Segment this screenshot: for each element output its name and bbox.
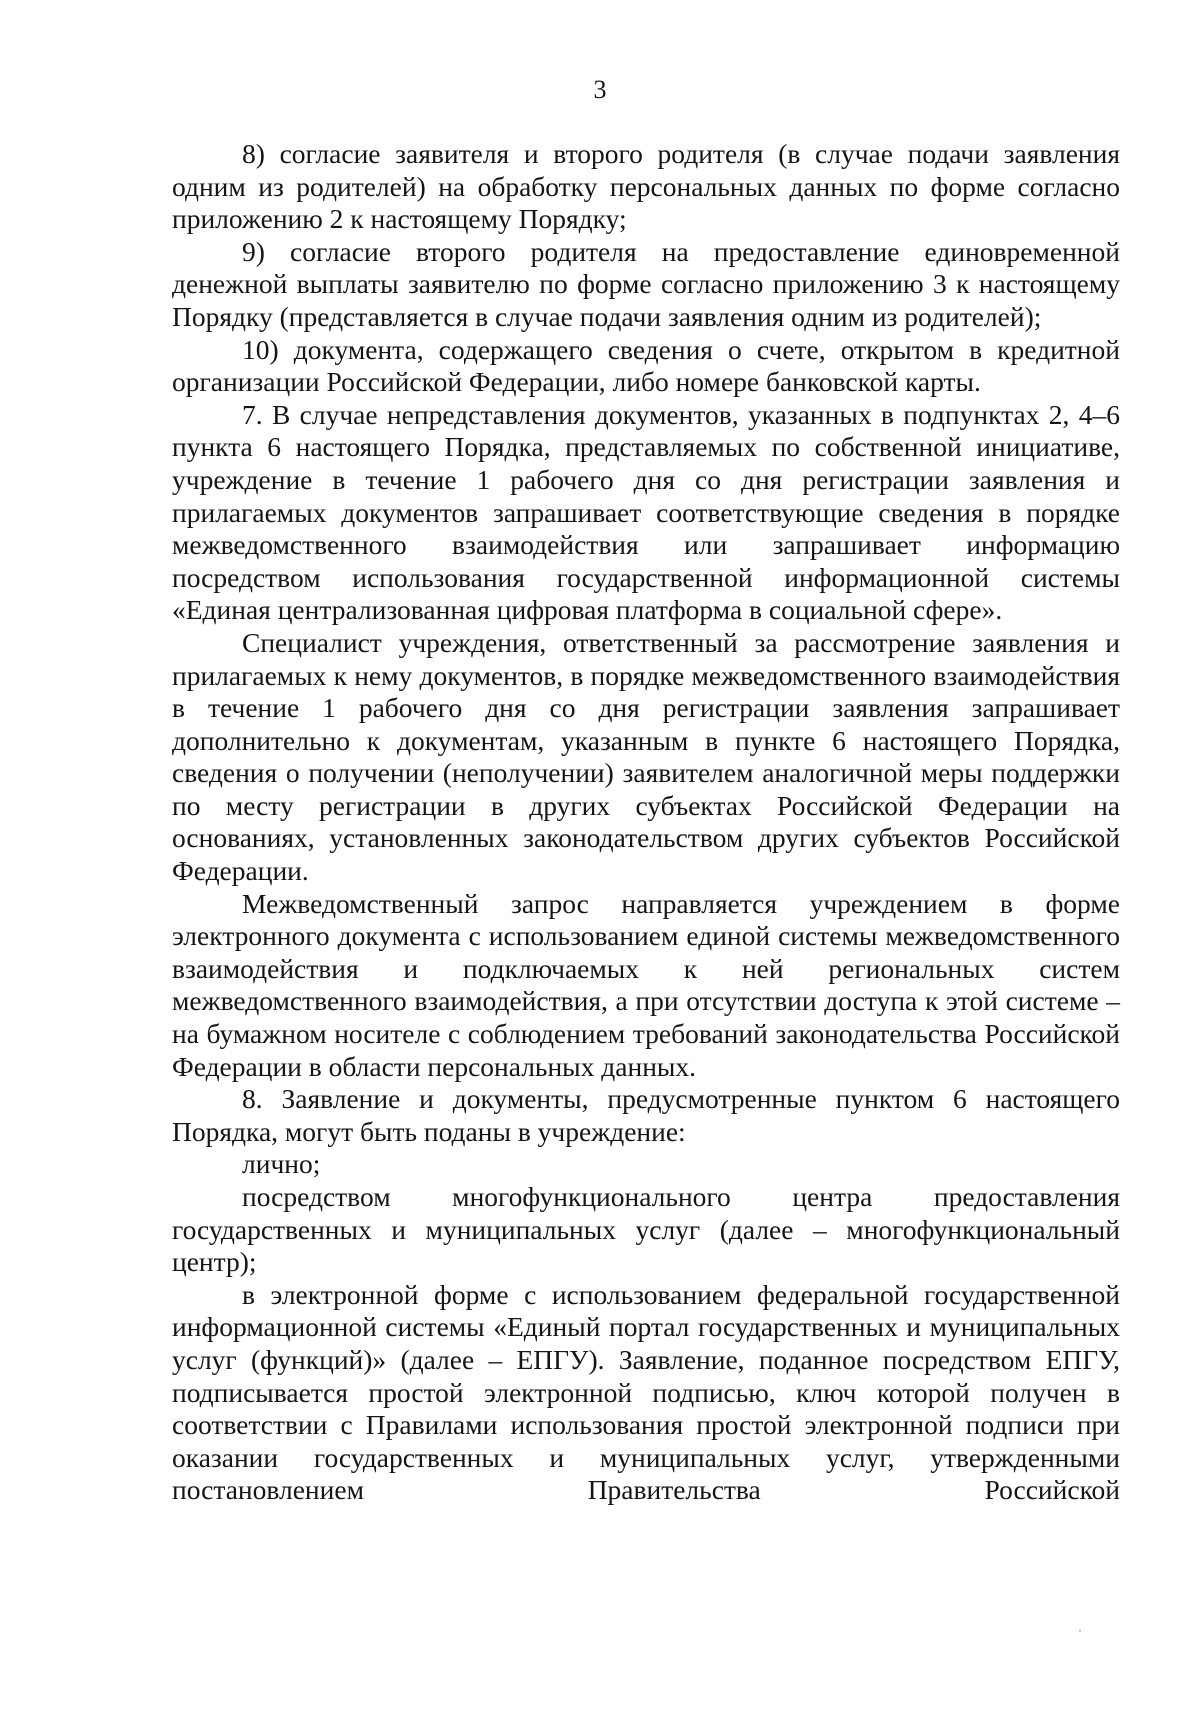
- scan-speck: [1079, 1630, 1081, 1632]
- paragraph-item-9-consent-second-parent: 9) согласие второго родителя на предоставление единовременной денежной выплаты заявителю по форме согласно приложению 3 к настоящему Порядку (представляется в случае подачи заявления одним из родителей);: [172, 235, 1120, 332]
- paragraph-in-person: лично;: [242, 1148, 321, 1180]
- paragraph-interagency-request: Межведомственный запрос направляется учреждением в форме электронного документа с использованием единой системы межведомственного взаимодействия и подключаемых к ней региональных систем межведомственного взаимодействия, а при отсутствии доступа к этой системе – на бумажном носителе с соблюдением требований законодательства Российской Федерации в области персональных данных.: [172, 887, 1120, 1082]
- paragraph-clause-7: 7. В случае непредставления документов, указанных в подпунктах 2, 4–6 пункта 6 настоящего Порядка, представляемых по собственной инициативе, учреждение в течение 1 рабочего дня со дня регистрации заявления и прилагаемых документов запрашивает соответствующие сведения в порядке межведомственного взаимодействия или запрашивает информацию посредством использования государственной информационной системы «Единая централизованная цифровая платформа в социальной сфере».: [172, 398, 1120, 626]
- page-number: 3: [593, 75, 607, 104]
- paragraph-specialist-request: Специалист учреждения, ответственный за рассмотрение заявления и прилагаемых к нему документов, в порядке межведомственного взаимодействия в течение 1 рабочего дня со дня регистрации заявления запрашивает дополнительно к документам, указанным в пункте 6 настоящего Порядка, сведения о получении (неполучении) заявителем аналогичной меры поддержки по месту регистрации в других субъектах Российской Федерации на основаниях, установленных законодательством других субъектов Российской Федерации.: [172, 626, 1120, 887]
- paragraph-item-8-consent-personal-data: 8) согласие заявителя и второго родителя (в случае подачи заявления одним из родителей) на обработку персональных данных по форме согласно приложению 2 к настоящему Порядку;: [172, 138, 1120, 235]
- paragraph-item-10-bank-account: 10) документа, содержащего сведения о счете, открытом в кредитной организации Российской Федерации, либо номере банковской карты.: [172, 333, 1120, 398]
- paragraph-clause-8: 8. Заявление и документы, предусмотренные пунктом 6 настоящего Порядка, могут быть поданы в учреждение:: [172, 1083, 1120, 1147]
- paragraph-epgu: в электронной форме с использованием федеральной государственной информационной системы «Единый портал государственных и муниципальных услуг (функций)» (далее – ЕПГУ). Заявление, поданное посредством ЕПГУ, подписывается простой электронной подписью, ключ которой получен в соответствии с Правилами использования простой электронной подписи при оказании государственных и муниципальных услуг, утвержденными постановлением Правительства Российской: [172, 1278, 1120, 1506]
- paragraph-mfc: посредством многофункционального центра предоставления государственных и муниципальных услуг (далее – многофункциональный центр);: [172, 1181, 1120, 1278]
- document-body: [172, 138, 1120, 1507]
